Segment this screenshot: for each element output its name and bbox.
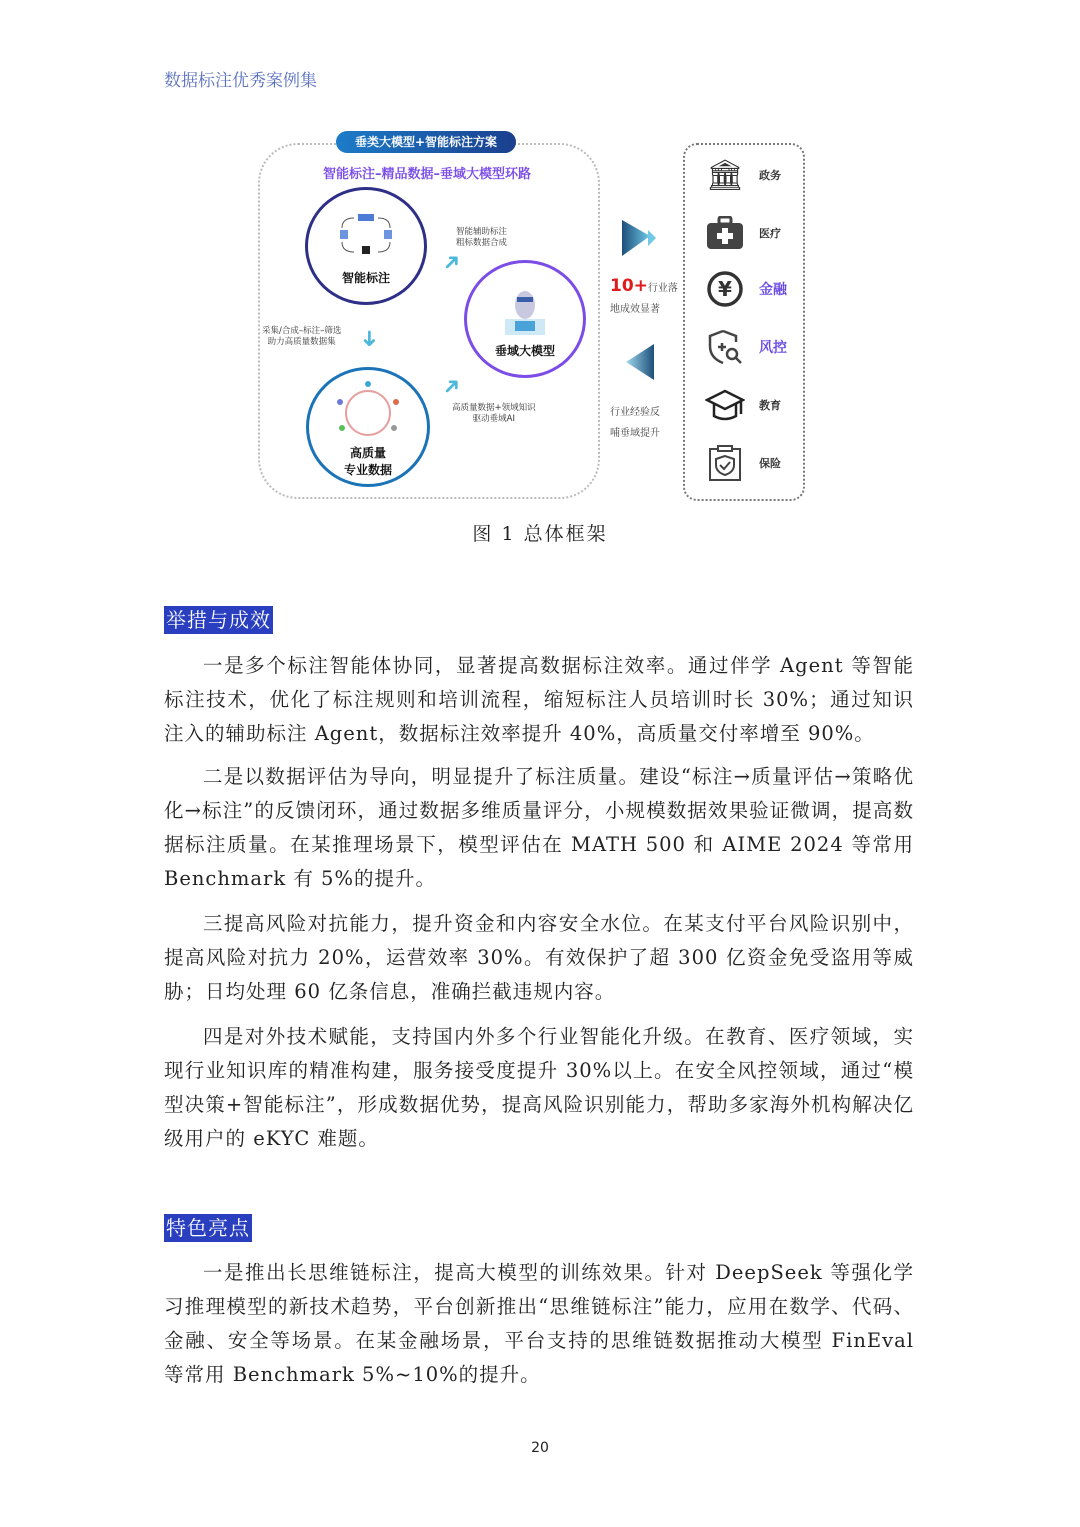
clipboard-shield-icon <box>705 443 745 483</box>
framework-figure <box>0 0 1080 510</box>
node-data-label-1: 高质量 <box>349 446 386 460</box>
arrow-right-icon <box>620 218 660 258</box>
industry-item <box>705 443 795 483</box>
industry-label: 医疗 <box>759 227 781 240</box>
industry-item <box>705 155 795 195</box>
paragraph: 一是推出长思维链标注，提高大模型的训练效果。针对 DeepSeek 等强化学习推理模型的新技术趋势，平台创新推出“思维链标注”能力，应用在数学、代码、金融、安全等场景。在某金融场景，平台支持的思维链数据推动大模型 FinEval 等常用 Benchmark 5%~10%的提升。 <box>164 1261 914 1386</box>
note-model-to-annotation <box>456 227 507 249</box>
note-line: 助力高质量数据集 <box>267 337 336 347</box>
feedback-line-2: 哺垂域提升 <box>610 428 660 439</box>
yuan-coin-icon <box>705 269 745 309</box>
node-data-label-2: 专业数据 <box>343 463 392 477</box>
section-heading-highlights: 特色亮点 <box>166 1216 250 1240</box>
node-model <box>464 260 586 378</box>
impact-line-1: 行业落 <box>647 283 678 294</box>
paragraph: 一是多个标注智能体协同，显著提高数据标注效率。通过伴学 Agent 等智能标注技术，优化了标注规则和培训流程，缩短标注人员培训时长 30%；通过知识注入的辅助标注 Agent，数据标注效率提升 40%，高质量交付率增至 90%。 <box>164 654 914 745</box>
industry-item <box>705 213 795 253</box>
arrow-left-icon <box>618 342 658 382</box>
industry-label: 政务 <box>759 169 781 182</box>
industry-label: 金融 <box>759 282 787 298</box>
shield-search-icon <box>705 327 745 367</box>
loop-title: 智能标注–精品数据–垂域大模型环路 <box>322 167 531 182</box>
medical-kit-icon <box>705 213 745 253</box>
impact-number: 10+ <box>610 276 648 296</box>
running-header: 数据标注优秀案例集 <box>164 71 317 91</box>
industry-label: 教育 <box>759 399 781 412</box>
industry-list <box>683 143 805 501</box>
section-heading-measures: 举措与成效 <box>166 608 271 632</box>
industry-item <box>705 327 795 367</box>
svg-text:¥: ¥ <box>718 277 732 301</box>
paragraph: 三提高风险对抗能力，提升资金和内容安全水位。在某支付平台风险识别中，提高风险对抗力 20%，运营效率 30%。有效保护了超 300 亿资金免受盗用等威胁；日均处理 60 亿条信息，准确拦截违规内容。 <box>164 912 914 1003</box>
node-annotation <box>305 187 427 305</box>
figure-badge: 垂类大模型+智能标注方案 <box>336 131 516 153</box>
note-line: 采集/合成–标注–筛选 <box>262 326 342 336</box>
note-line: 驱动垂域AI <box>472 414 515 424</box>
industry-label: 保险 <box>759 457 781 470</box>
industry-item <box>705 269 795 309</box>
arrow-up-right-icon: ➜ <box>436 371 468 402</box>
graduation-cap-icon <box>705 385 745 425</box>
robot-chip-icon <box>495 281 555 341</box>
feedback-text <box>610 402 660 444</box>
note-line: 智能辅助标注 <box>456 227 508 237</box>
arrow-up-left-icon: ➜ <box>436 247 468 278</box>
impact-text <box>610 276 678 320</box>
bank-icon: 🏛 <box>705 157 745 193</box>
node-annotation-label: 智能标注 <box>341 271 390 285</box>
node-model-label: 垂域大模型 <box>494 344 555 358</box>
industry-item <box>705 385 795 425</box>
note-line: 高质量数据+领域知识 <box>452 403 536 413</box>
industry-label: 风控 <box>759 340 787 356</box>
feedback-line-1: 行业经验反 <box>610 407 660 418</box>
note-annotation-to-data <box>262 326 341 348</box>
data-quality-wheel-icon <box>328 378 408 448</box>
note-line: 粗标数据合成 <box>456 238 508 248</box>
paragraph: 四是对外技术赋能，支持国内外多个行业智能化升级。在教育、医疗领域，实现行业知识库的精准构建，服务接受度提升 30%以上。在安全风控领域，通过“模型决策+智能标注”，形成数据优势，提高风险识别能力，帮助多家海外机构解决亿级用户的 eKYC 难题。 <box>164 1025 914 1150</box>
paragraph: 二是以数据评估为导向，明显提升了标注质量。建设“标注→质量评估→策略优化→标注”的反馈闭环，通过数据多维质量评分，小规模数据效果验证微调，提高数据标注质量。在某推理场景下，模型评估在 MATH 500 和 AIME 2024 等常用 Benchmark 有 5%的提升。 <box>164 765 914 890</box>
note-data-to-model <box>452 403 536 425</box>
impact-line-2: 地成效显著 <box>610 304 660 315</box>
annotation-cycle-icon <box>334 210 398 260</box>
node-data <box>306 367 430 487</box>
figure-caption: 图 1 总体框架 <box>472 523 608 545</box>
arrow-down-icon: ➜ <box>356 329 382 348</box>
page-number: 20 <box>531 1440 549 1456</box>
